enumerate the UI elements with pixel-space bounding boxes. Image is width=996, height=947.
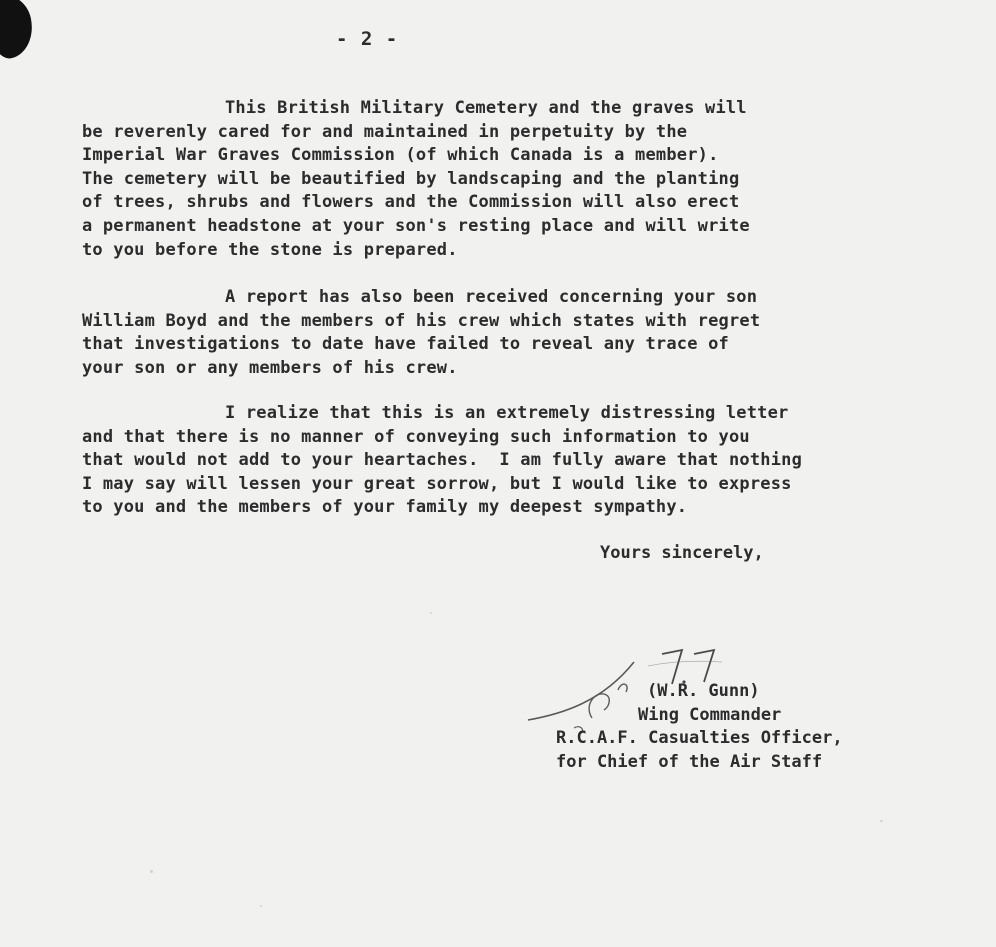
text-line: Imperial War Graves Commission (of which Canada is a member).	[82, 145, 719, 166]
text-line: your son or any members of his crew.	[82, 357, 458, 378]
text-line: that would not add to your heartaches. I am fully aware that nothing	[82, 450, 803, 471]
text-line: be reverenly cared for and maintained in perpetuity by the	[82, 121, 688, 142]
closing-salutation: Yours sincerely,	[600, 543, 764, 563]
text-line: William Boyd and the members of his crew which states with regret	[82, 310, 761, 331]
text-line: I may say will lessen your great sorrow, but I would like to express	[82, 473, 792, 494]
text-line: I realize that this is an extremely distressing letter	[225, 403, 789, 423]
paragraph-sympathy	[82, 402, 802, 520]
paragraph-report	[82, 286, 760, 380]
text-line: of trees, shrubs and flowers and the Commission will also erect	[82, 192, 740, 213]
signatory-name: (W.R. Gunn)	[647, 681, 760, 701]
text-line: The cemetery will be beautified by landscaping and the planting	[82, 168, 740, 189]
signatory-role: for Chief of the Air Staff	[556, 751, 823, 772]
signatory-rank: Wing Commander	[638, 704, 782, 725]
text-line: a permanent headstone at your son's resting place and will write	[82, 215, 750, 236]
text-line: to you before the stone is prepared.	[82, 239, 458, 260]
paper-speck	[260, 905, 262, 907]
text-line: to you and the members of your family my deepest sympathy.	[82, 497, 688, 518]
page-number: - 2 -	[336, 28, 399, 50]
paper-speck	[150, 870, 153, 873]
punch-hole-mark	[0, 0, 38, 62]
text-line: A report has also been received concerning your son	[225, 287, 758, 307]
paper-speck	[880, 820, 883, 822]
text-line: This British Military Cemetery and the graves will	[225, 98, 747, 118]
text-line: and that there is no manner of conveying such information to you	[82, 426, 750, 447]
text-line: that investigations to date have failed to reveal any trace of	[82, 334, 729, 355]
paragraph-cemetery	[82, 97, 750, 262]
signatory-title: R.C.A.F. Casualties Officer,	[556, 728, 843, 749]
signature-block	[556, 680, 843, 774]
paper-speck	[430, 612, 432, 614]
